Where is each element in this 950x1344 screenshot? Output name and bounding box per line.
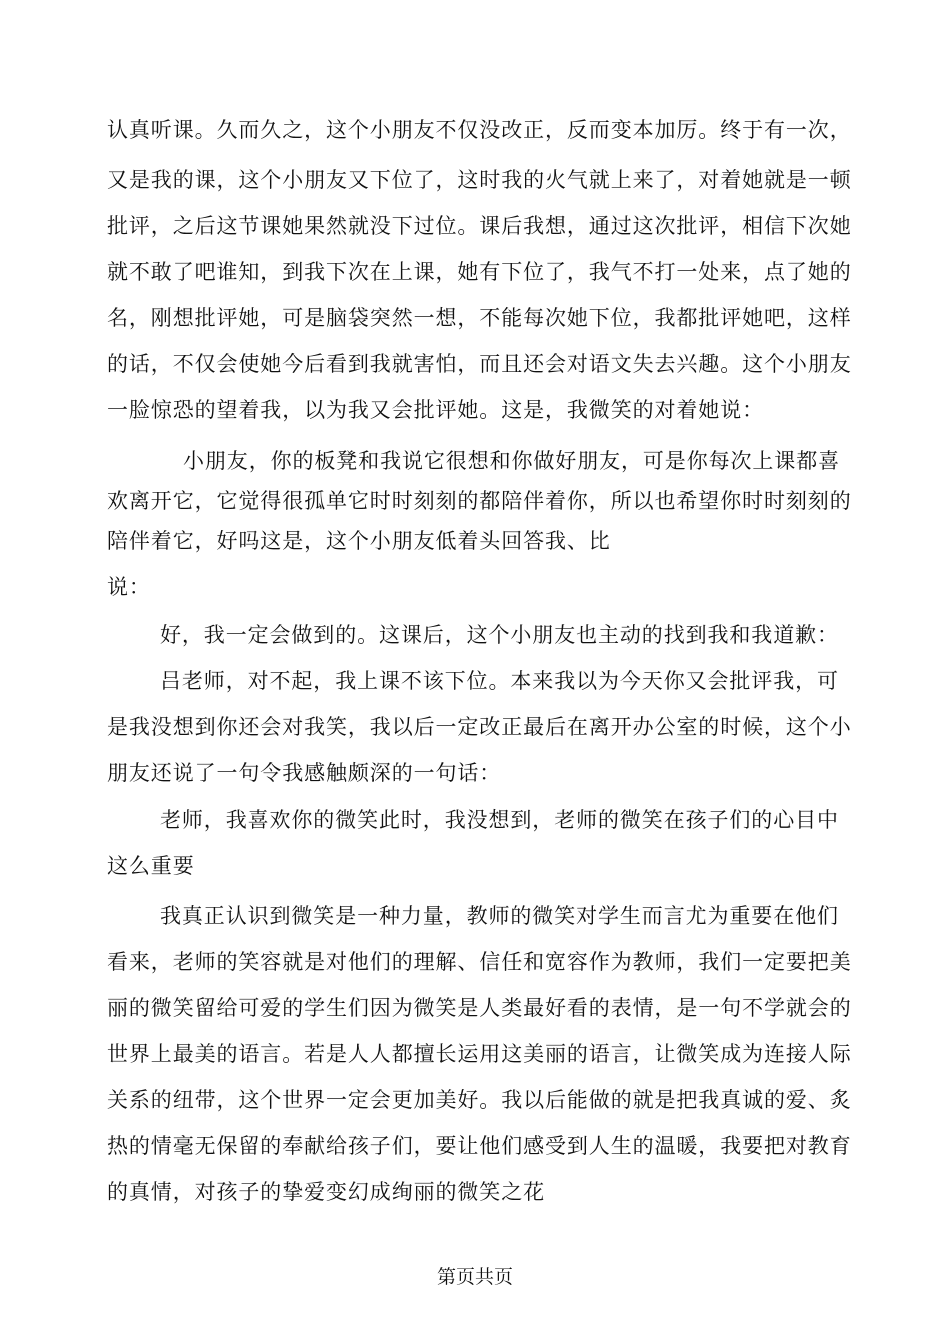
text-line: 丽的微笑留给可爱的学生们因为微笑是人类最好看的表情，是一句不学就会的 <box>107 996 852 1020</box>
text-line: 我真正认识到微笑是一种力量，教师的微笑对学生而言尤为重要在他们 <box>160 904 839 928</box>
text-line: 欢离开它，它觉得很孤单它时时刻刻的都陪伴着你，所以也希望你时时刻刻的 <box>107 489 852 513</box>
text-line: 说： <box>107 575 151 599</box>
text-line: 热的情毫无保留的奉献给孩子们，要让他们感受到人生的温暖，我要把对教育 <box>107 1134 852 1158</box>
text-line: 老师，我喜欢你的微笑此时，我没想到，老师的微笑在孩子们的心目中 <box>160 808 839 832</box>
text-line: 陪伴着它，好吗这是，这个小朋友低着头回答我、比 <box>107 529 611 553</box>
text-line: 名，刚想批评她，可是脑袋突然一想，不能每次她下位，我都批评她吧，这样 <box>107 306 852 330</box>
text-line: 认真听课。久而久之，这个小朋友不仅没改正，反而变本加厉。终于有一次， <box>107 118 852 142</box>
text-line: 吕老师，对不起，我上课不该下位。本来我以为今天你又会批评我，可 <box>160 669 839 693</box>
text-line: 的真情，对孩子的挚爱变幻成绚丽的微笑之花 <box>107 1180 545 1204</box>
text-line: 世界上最美的语言。若是人人都擅长运用这美丽的语言，让微笑成为连接人际 <box>107 1042 852 1066</box>
text-line: 关系的纽带，这个世界一定会更加美好。我以后能做的就是把我真诚的爱、炙 <box>107 1088 852 1112</box>
text-line: 是我没想到你还会对我笑，我以后一定改正最后在离开办公室的时候，这个小 <box>107 715 852 739</box>
text-line: 小朋友，你的板凳和我说它很想和你做好朋友，可是你每次上课都喜 <box>183 449 840 473</box>
text-line: 又是我的课，这个小朋友又下位了，这时我的火气就上来了，对着她就是一顿 <box>107 168 852 192</box>
text-line: 一脸惊恐的望着我，以为我又会批评她。这是，我微笑的对着她说： <box>107 398 764 422</box>
text-line: 看来，老师的笑容就是对他们的理解、信任和宽容作为教师，我们一定要把美 <box>107 950 852 974</box>
text-line: 朋友还说了一句令我感触颇深的一句话： <box>107 761 502 785</box>
text-line: 这么重要 <box>107 854 195 878</box>
text-line: 批评，之后这节课她果然就没下过位。课后我想，通过这次批评，相信下次她 <box>107 214 852 238</box>
text-line: 就不敢了吧谁知，到我下次在上课，她有下位了，我气不打一处来，点了她的 <box>107 260 852 284</box>
text-line: 的话，不仅会使她今后看到我就害怕，而且还会对语文失去兴趣。这个小朋友 <box>107 352 852 376</box>
text-line: 好，我一定会做到的。这课后，这个小朋友也主动的找到我和我道歉： <box>160 623 839 647</box>
page-footer: 第页共页 <box>436 1266 513 1288</box>
